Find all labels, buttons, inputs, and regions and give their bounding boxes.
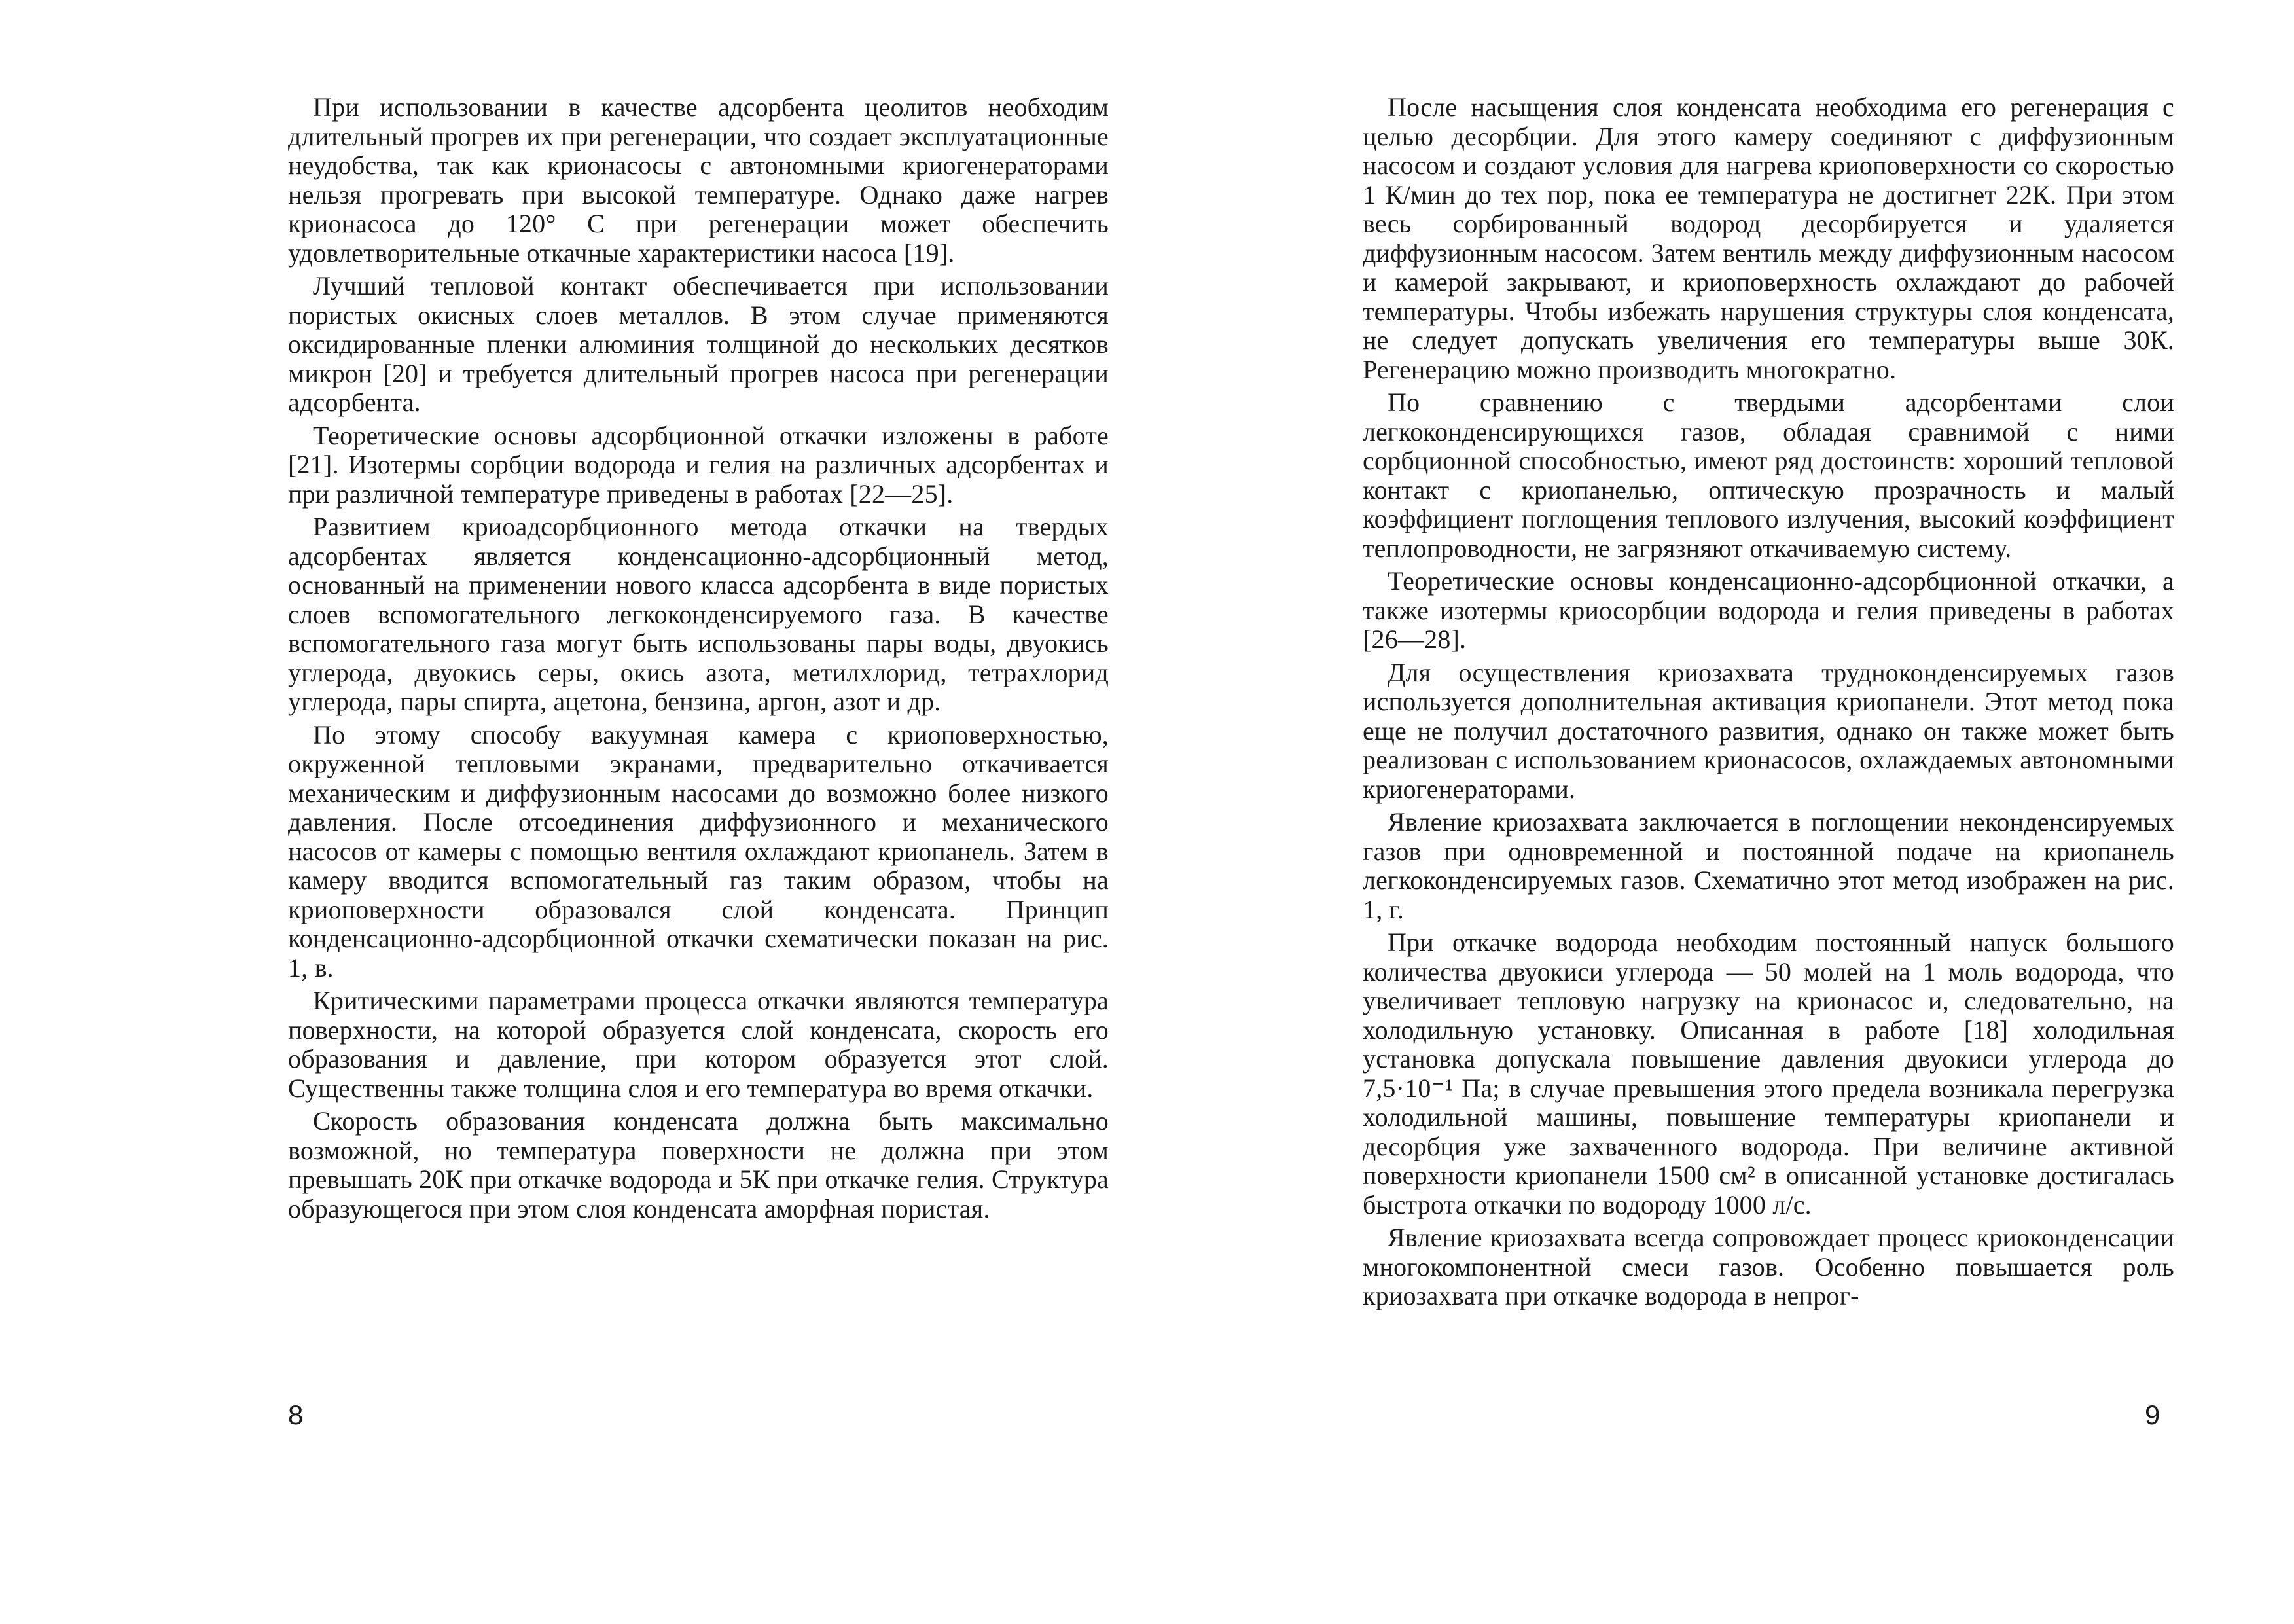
page-number-right: 9	[2145, 1399, 2160, 1430]
paragraph: После насыщения слоя конденсата необходима его регенерация с целью десорбции. Для этого камеру соединяют с диффузионным насосом и создают условия для нагрева криоповерхности со скоростью 1 К/мин до тех пор, пока ее температура не достигнет 22К. При этом весь сорбированный водород десорбируется и удаляется диффузионным насосом. Затем вентиль между диффузионным насосом и камерой закрывают, и криоповерхность охлаждают до рабочей температуры. Чтобы избежать нарушения структуры слоя конденсата, не следует допускать увеличения его температуры выше 30К. Регенерацию можно производить многократно.	[1363, 92, 2174, 384]
paragraph: Теоретические основы адсорбционной откачки изложены в работе [21]. Изотермы сорбции водорода и гелия на различных адсорбентах и при различной температуре приведены в работах [22—25].	[288, 420, 1109, 509]
paragraph: Явление криозахвата заключается в поглощении неконденсируемых газов при одновременной и постоянной подаче на криопанель легкоконденсируемых газов. Схематично этот метод изображен на рис. 1, г.	[1363, 807, 2174, 924]
left-text-column	[288, 93, 1109, 1227]
paragraph: Развитием криоадсорбционного метода откачки на твердых адсорбентах является конденсационно-адсорбционный метод, основанный на применении нового класса адсорбента в виде пористых слоев вспомогательного легкоконденсируемого газа. В качестве вспомогательного газа могут быть использованы пары воды, двуокись углерода, двуокись серы, окись азота, метилхлорид, тетрахлорид углерода, пары спирта, ацетона, бензина, аргон, азот и др.	[288, 512, 1109, 716]
right-page	[1147, 0, 2294, 1624]
right-text-column	[1363, 93, 2174, 1315]
page-number-left: 8	[288, 1399, 304, 1430]
paragraph: При откачке водорода необходим постоянный напуск большого количества двуокиси углерода — 50 молей на 1 моль водорода, что увеличивает тепловую нагрузку на крионасос и, следовательно, на холодильную установку. Описанная в работе [18] холодильная установка допускала повышение давления двуокиси углерода до 7,5·10⁻¹ Па; в случае превышения этого предела возникала перегрузка холодильной машины, повышение температуры криопанели и десорбция уже захваченного водорода. При величине активной поверхности криопанели 1500 см² в описанной установке достигалась быстрота откачки по водороду 1000 л/с.	[1363, 928, 2174, 1219]
paragraph: Для осуществления криозахвата трудноконденсируемых газов используется дополнительная активация криопанели. Этот метод пока еще не получил достаточного развития, однако он также может быть реализован с использованием крионасосов, охлаждаемых автономными криогенераторами.	[1363, 657, 2174, 804]
paragraph: Теоретические основы конденсационно-адсорбционной откачки, а также изотермы криосорбции водорода и гелия приведены в работах [26—28].	[1363, 566, 2174, 654]
paragraph: По этому способу вакуумная камера с криоповерхностью, окруженной тепловыми экранами, предварительно откачивается механическим и диффузионным насосами до возможно более низкого давления. После отсоединения диффузионного и механического насосов от камеры с помощью вентиля охлаждают криопанель. Затем в камеру вводится вспомогательный газ таким образом, чтобы на криоповерхности образовался слой конденсата. Принцип конденсационно-адсорбционной откачки схематически показан на рис. 1, в.	[288, 719, 1109, 983]
paragraph: Лучший тепловой контакт обеспечивается при использовании пористых окисных слоев металлов. В этом случае применяются оксидированные пленки алюминия толщиной до нескольких десятков микрон [20] и требуется длительный прогрев насоса при регенерации адсорбента.	[288, 271, 1109, 417]
paragraph: При использовании в качестве адсорбента цеолитов необходим длительный прогрев их при регенерации, что создает эксплуатационные неудобства, так как крионасосы с автономными криогенераторами нельзя прогревать при высокой температуре. Однако даже нагрев крионасоса до 120° С при регенерации может обеспечить удовлетворительные откачные характеристики насоса [19].	[288, 92, 1109, 268]
paragraph: Скорость образования конденсата должна быть максимально возможной, но температура поверхности не должна при этом превышать 20К при откачке водорода и 5К при откачке гелия. Структура образующегося при этом слоя конденсата аморфная пористая.	[288, 1106, 1109, 1223]
paragraph: По сравнению с твердыми адсорбентами слои легкоконденсирующихся газов, обладая сравнимой с ними сорбционной способностью, имеют ряд достоинств: хороший тепловой контакт с криопанелью, оптическую прозрачность и малый коэффициент поглощения теплового излучения, высокий коэффициент теплопроводности, не загрязняют откачиваемую систему.	[1363, 388, 2174, 563]
paragraph: Критическими параметрами процесса откачки являются температура поверхности, на которой образуется слой конденсата, скорость его образования и давление, при котором образуется этот слой. Существенны также толщина слоя и его температура во время откачки.	[288, 986, 1109, 1103]
paragraph: Явление криозахвата всегда сопровождает процесс криоконденсации многокомпонентной смеси газов. Особенно повышается роль криозахвата при откачке водорода в непрог-	[1363, 1223, 2174, 1310]
